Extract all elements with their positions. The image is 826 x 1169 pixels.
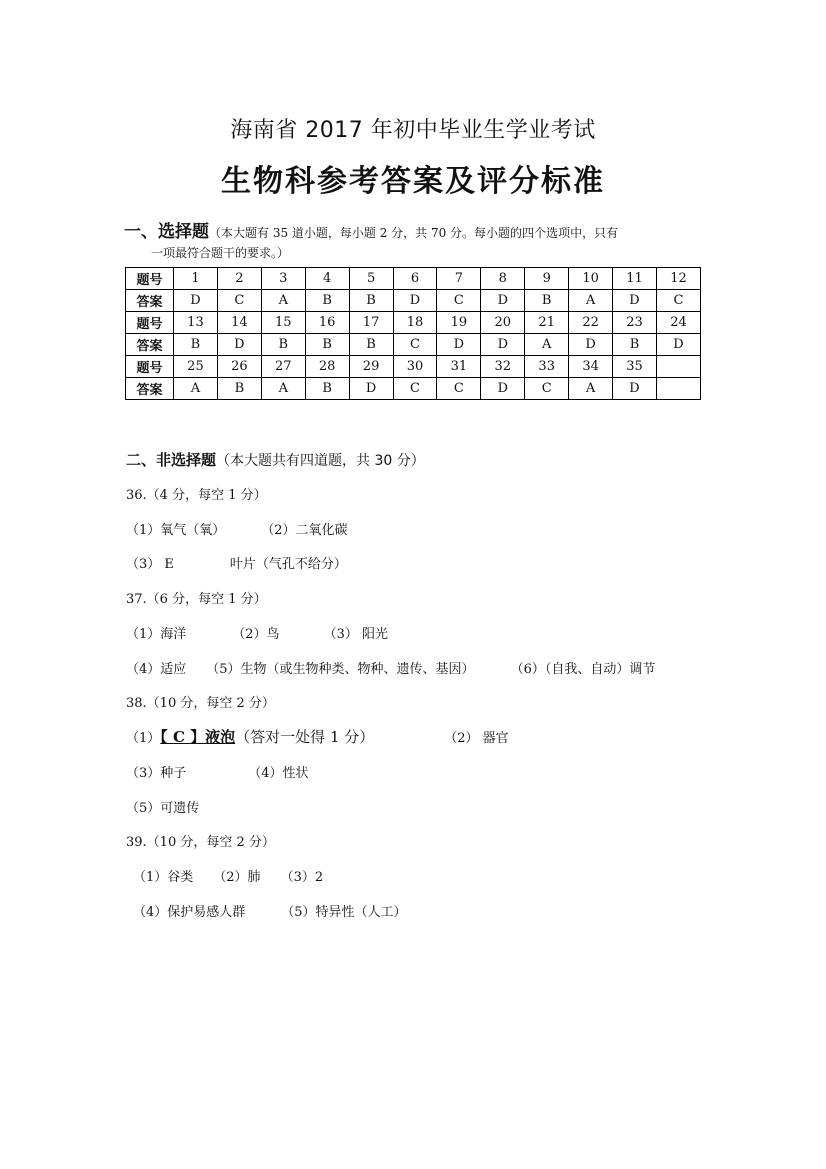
answer-cell: A xyxy=(525,334,569,356)
answer-cell: B xyxy=(349,334,393,356)
q37-answers-row1 xyxy=(126,623,388,642)
answer-cell: D xyxy=(481,378,525,400)
question-label-cell: 题号 xyxy=(126,312,174,334)
q36-answers-row2 xyxy=(126,553,347,572)
question-number-cell: 7 xyxy=(437,268,481,290)
answer-cell: A xyxy=(569,290,613,312)
answer-cell: D xyxy=(481,334,525,356)
q38-answer-1: 【 C 】液泡 xyxy=(160,728,236,746)
q37-answers-row2 xyxy=(126,658,655,677)
question-number-cell: 33 xyxy=(525,356,569,378)
section-1-note-line2: 一项最符合题干的要求。） xyxy=(151,246,290,260)
answer-cell: C xyxy=(525,378,569,400)
answer-cell: D xyxy=(437,334,481,356)
answer-cell: B xyxy=(613,334,657,356)
question-number-cell: 9 xyxy=(525,268,569,290)
question-number-cell: 29 xyxy=(349,356,393,378)
answer-cell: A xyxy=(569,378,613,400)
q38-answers-row2 xyxy=(126,762,309,781)
answer-table xyxy=(125,267,701,400)
question-number-row xyxy=(126,312,701,334)
question-number-cell: 21 xyxy=(525,312,569,334)
answer-cell: B xyxy=(525,290,569,312)
answer-cell: C xyxy=(217,290,261,312)
document-subtitle: 生物科参考答案及评分标准 xyxy=(221,164,605,199)
answer-cell: B xyxy=(305,334,349,356)
question-number-cell: 13 xyxy=(174,312,218,334)
answer-cell: B xyxy=(217,378,261,400)
q37-answer-2: （2）鸟 xyxy=(232,627,280,642)
question-number-cell: 17 xyxy=(349,312,393,334)
question-number-cell: 6 xyxy=(393,268,437,290)
question-number-cell: 24 xyxy=(656,312,700,334)
answer-cell: D xyxy=(393,290,437,312)
question-number-cell: 30 xyxy=(393,356,437,378)
q36-answer-3: （3） E xyxy=(126,557,174,572)
question-number-cell: 3 xyxy=(261,268,305,290)
answer-label-cell: 答案 xyxy=(126,378,174,400)
section-1-note-line1: （本大题有 35 道小题，每小题 2 分，共 70 分。每小题的四个选项中，只有 xyxy=(209,226,619,240)
answer-cell: D xyxy=(613,378,657,400)
question-number-cell: 31 xyxy=(437,356,481,378)
question-number-cell: 18 xyxy=(393,312,437,334)
question-number-cell: 34 xyxy=(569,356,613,378)
question-number-cell: 10 xyxy=(569,268,613,290)
question-number-cell: 14 xyxy=(217,312,261,334)
question-number-cell: 15 xyxy=(261,312,305,334)
q39-answers-row1 xyxy=(133,866,323,885)
answer-label-cell: 答案 xyxy=(126,334,174,356)
section-2-header xyxy=(126,449,425,470)
q38-answer-4: （4）性状 xyxy=(248,766,309,781)
q37-header: 37.（6 分，每空 1 分） xyxy=(126,592,267,607)
q37-answer-1: （1）海洋 xyxy=(126,627,187,642)
answer-cell: A xyxy=(261,378,305,400)
question-number-cell: 19 xyxy=(437,312,481,334)
question-number-cell: 2 xyxy=(217,268,261,290)
question-number-cell xyxy=(656,356,700,378)
answer-cell: D xyxy=(174,290,218,312)
question-number-cell: 28 xyxy=(305,356,349,378)
question-number-cell: 23 xyxy=(613,312,657,334)
question-number-cell: 1 xyxy=(174,268,218,290)
q37-answer-6: （6）（自我、自动）调节 xyxy=(510,662,656,677)
question-number-cell: 27 xyxy=(261,356,305,378)
question-number-cell: 22 xyxy=(569,312,613,334)
q38-header: 38.（10 分，每空 2 分） xyxy=(126,696,275,711)
question-number-cell: 35 xyxy=(613,356,657,378)
q38-answers-row1 xyxy=(126,726,509,747)
answer-cell: C xyxy=(656,290,700,312)
q38-answer-1-prefix: （1） xyxy=(126,731,161,746)
question-number-cell: 32 xyxy=(481,356,525,378)
answer-cell: D xyxy=(613,290,657,312)
exam-title: 海南省 2017 年初中毕业生学业考试 xyxy=(230,118,596,143)
answer-cell xyxy=(656,378,700,400)
q39-header: 39.（10 分，每空 2 分） xyxy=(126,835,275,850)
q38-answer-1-note: （答对一处得 1 分） xyxy=(235,728,375,746)
answer-cell: D xyxy=(349,378,393,400)
answer-cell: D xyxy=(569,334,613,356)
answer-cell: B xyxy=(174,334,218,356)
question-number-cell: 4 xyxy=(305,268,349,290)
q36-answer-3b: 叶片（气孔不给分） xyxy=(229,557,347,572)
answer-cell: A xyxy=(174,378,218,400)
q36-answers-row1 xyxy=(126,519,348,538)
section-1-header xyxy=(124,222,704,264)
q36-answer-2: （2）二氧化碳 xyxy=(261,523,348,538)
q39-answer-4: （4）保护易感人群 xyxy=(133,905,246,920)
question-number-cell: 25 xyxy=(174,356,218,378)
q37-answer-4: （4）适应 xyxy=(126,662,187,677)
answer-cell: B xyxy=(261,334,305,356)
question-number-cell: 26 xyxy=(217,356,261,378)
question-number-cell: 20 xyxy=(481,312,525,334)
answer-cell: D xyxy=(656,334,700,356)
q38-answer-3: （3）种子 xyxy=(126,766,187,781)
q39-answer-5: （5）特异性（人工） xyxy=(281,905,407,920)
answer-cell: C xyxy=(393,334,437,356)
answer-cell: C xyxy=(437,378,481,400)
answer-cell: B xyxy=(349,290,393,312)
q39-answer-1: （1）谷类 xyxy=(133,870,194,885)
section-2-note: （本大题共有四道题，共 30 分） xyxy=(216,453,425,469)
q38-answers-row3 xyxy=(126,797,199,816)
question-number-cell: 12 xyxy=(656,268,700,290)
q36-answer-1: （1）氧气（氧） xyxy=(126,523,226,538)
answer-row xyxy=(126,378,701,400)
answer-row xyxy=(126,334,701,356)
question-number-cell: 8 xyxy=(481,268,525,290)
question-number-row xyxy=(126,356,701,378)
q37-answer-3: （3） 阳光 xyxy=(323,627,388,642)
q38-answer-5: （5）可遗传 xyxy=(126,801,200,816)
section-1-heading: 一、选择题 xyxy=(124,222,209,242)
q39-answer-3: （3）2 xyxy=(280,870,324,885)
answer-cell: C xyxy=(437,290,481,312)
answer-cell: D xyxy=(217,334,261,356)
answer-cell: A xyxy=(261,290,305,312)
answer-cell: B xyxy=(305,290,349,312)
answer-cell: D xyxy=(481,290,525,312)
question-number-row xyxy=(126,268,701,290)
answer-cell: C xyxy=(393,378,437,400)
question-number-cell: 11 xyxy=(613,268,657,290)
answer-label-cell: 答案 xyxy=(126,290,174,312)
q39-answers-row2 xyxy=(133,901,407,920)
q39-answer-2: （2）肺 xyxy=(213,870,261,885)
q37-answer-5: （5）生物（或生物种类、物种、遗传、基因） xyxy=(206,662,475,677)
answer-row xyxy=(126,290,701,312)
q36-header: 36.（4 分，每空 1 分） xyxy=(126,488,267,503)
question-label-cell: 题号 xyxy=(126,268,174,290)
question-number-cell: 16 xyxy=(305,312,349,334)
question-number-cell: 5 xyxy=(349,268,393,290)
answer-cell: B xyxy=(305,378,349,400)
section-2-heading: 二、非选择题 xyxy=(126,451,217,469)
q38-answer-2: （2） 器官 xyxy=(444,731,509,746)
question-label-cell: 题号 xyxy=(126,356,174,378)
